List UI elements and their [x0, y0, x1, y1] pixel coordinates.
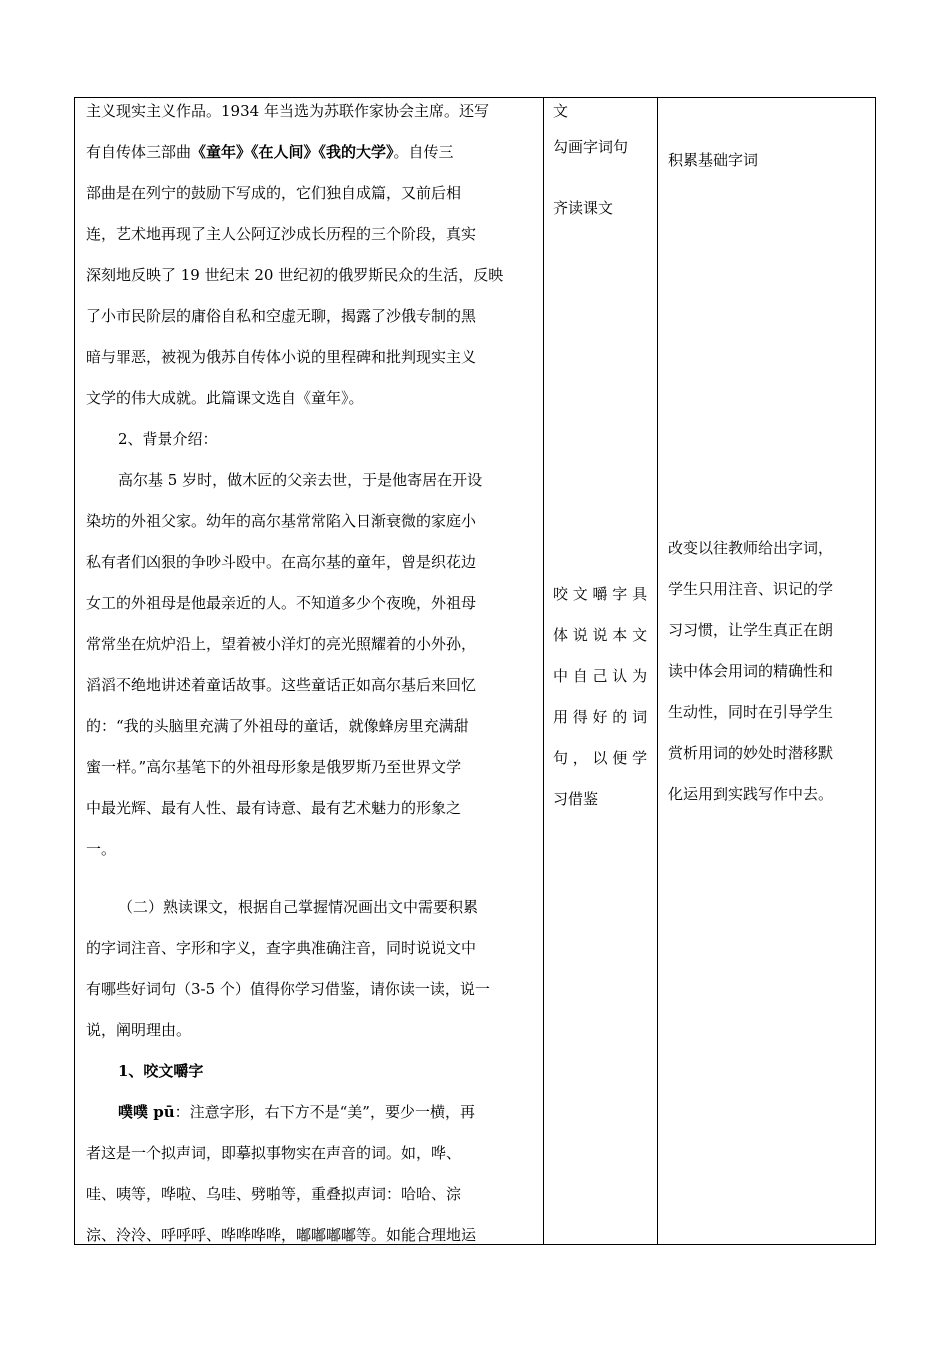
- intent-text: 化运用到实践写作中去。: [668, 785, 834, 803]
- activity-text: 文: [553, 102, 569, 120]
- text-line: 滔滔不绝地讲述着童话故事。这些童话正如高尔基后来回忆: [86, 676, 477, 694]
- text-line: 说，阐明理由。: [86, 1021, 192, 1039]
- text-line: 主义现实主义作品。1934 年当选为苏联作家协会主席。还写: [86, 102, 489, 120]
- intent-text: 积累基础字词: [668, 151, 759, 169]
- text-line: 常常坐在炕炉沿上，望着被小洋灯的亮光照耀着的小外孙，: [86, 635, 477, 653]
- text-line: 的字词注音、字形和字义，查字典准确注音，同时说说文中: [86, 939, 477, 957]
- text-line: 女工的外祖母是他最亲近的人。不知道多少个夜晚，外祖母: [86, 594, 477, 612]
- text-line: 者这是一个拟声词，即摹拟事物实在声音的词。如，哗、: [86, 1144, 462, 1162]
- design-intent-column: [658, 98, 876, 1244]
- activity-text: 用 得 好 的 词: [553, 708, 648, 726]
- activity-text: 齐读课文: [553, 199, 614, 217]
- text-line: 了小市民阶层的庸俗自私和空虚无聊，揭露了沙俄专制的黑: [86, 307, 477, 325]
- text-line: （二）熟读课文，根据自己掌握情况画出文中需要积累: [118, 898, 479, 916]
- text-line: 连，艺术地再现了主人公阿辽沙成长历程的三个阶段，真实: [86, 225, 477, 243]
- text-line: 有哪些好词句（3-5 个）值得你学习借鉴，请你读一读，说一: [86, 980, 490, 998]
- text-line: 染坊的外祖父家。幼年的高尔基常常陷入日渐衰微的家庭小: [86, 512, 477, 530]
- text-line: 深刻地反映了 19 世纪末 20 世纪初的俄罗斯民众的生活，反映: [86, 266, 504, 284]
- intent-text: 改变以往教师给出字词，: [668, 539, 834, 557]
- text-line: 部曲是在列宁的鼓励下写成的，它们独自成篇，又前后相: [86, 184, 462, 202]
- text-line: 的：“我的头脑里充满了外祖母的童话，就像蜂房里充满甜: [86, 717, 469, 735]
- intent-text: 习习惯，让学生真正在朗: [668, 621, 834, 639]
- text-line: 文学的伟大成就。此篇课文选自《童年》。: [86, 389, 364, 407]
- activity-text: 咬 文 嚼 字 具: [553, 585, 648, 603]
- text-line: 蜜一样。”高尔基笔下的外祖母形象是俄罗斯乃至世界文学: [86, 758, 462, 776]
- book-titles: 《童年》《在人间》《我的大学》: [191, 143, 394, 161]
- intent-text: 生动性，同时在引导学生: [668, 703, 834, 721]
- lesson-plan-table: [74, 97, 876, 1245]
- activity-text: 勾画字词句: [553, 138, 629, 156]
- text-line: 私有者们凶狠的争吵斗殴中。在高尔基的童年，曾是织花边: [86, 553, 477, 571]
- text-line: 中最光辉、最有人性、最有诗意、最有艺术魅力的形象之: [86, 799, 462, 817]
- text-line: 淙、泠泠、呼呼呼、哗哗哗哗，嘟嘟嘟嘟等。如能合理地运: [86, 1226, 477, 1244]
- activity-text: 体 说 说 本 文: [553, 626, 648, 644]
- intent-text: 赏析用词的妙处时潜移默: [668, 744, 834, 762]
- intent-text: 读中体会用词的精确性和: [668, 662, 834, 680]
- teaching-content-column: [75, 98, 543, 1244]
- text-line: 有自传体三部曲《童年》《在人间》《我的大学》。自传三: [86, 143, 454, 161]
- student-activity-column: [544, 98, 657, 1244]
- vocab-term: 噗噗 pū: [118, 1103, 175, 1121]
- text-line: 哇、咦等，哗啦、乌哇、劈啪等，重叠拟声词：哈哈、淙: [86, 1185, 462, 1203]
- activity-text: 句 ， 以 便 学: [553, 749, 648, 767]
- activity-text: 中 自 己 认 为: [553, 667, 648, 685]
- section-heading: 2、背景介绍：: [118, 430, 218, 448]
- section-heading: 1、咬文嚼字: [118, 1062, 204, 1080]
- intent-text: 学生只用注音、识记的学: [668, 580, 834, 598]
- activity-text: 习借鉴: [553, 790, 599, 808]
- text-line: 一。: [86, 840, 117, 858]
- text-line: 噗噗 pū：注意字形，右下方不是“美”，要少一横，再: [118, 1103, 475, 1121]
- text-line: 高尔基 5 岁时，做木匠的父亲去世，于是他寄居在开设: [118, 471, 483, 489]
- text-line: 暗与罪恶，被视为俄苏自传体小说的里程碑和批判现实主义: [86, 348, 477, 366]
